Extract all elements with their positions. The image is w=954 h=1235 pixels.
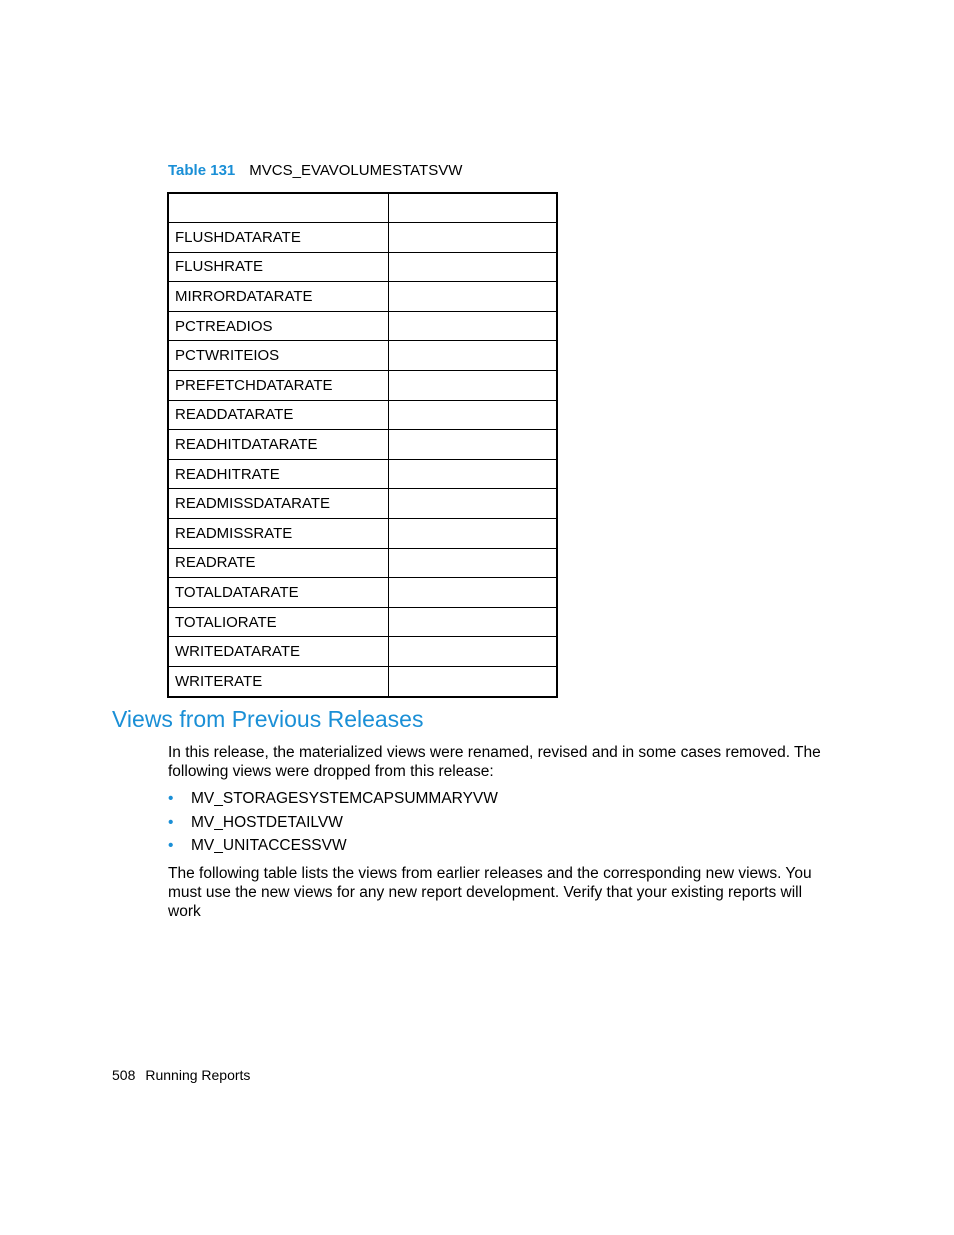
table-row <box>168 311 557 341</box>
table-cell-description <box>389 400 558 430</box>
table-row <box>168 459 557 489</box>
table-header-cell <box>389 193 558 223</box>
table-cell-description <box>389 459 558 489</box>
table-cell-column-name: FLUSHDATARATE <box>168 223 389 253</box>
table-cell-column-name: READDATARATE <box>168 400 389 430</box>
table-cell-column-name: PREFETCHDATARATE <box>168 370 389 400</box>
table-row <box>168 666 557 696</box>
table-row <box>168 489 557 519</box>
bullet-icon: • <box>168 837 174 854</box>
table-row <box>168 370 557 400</box>
table-caption-label: Table 131 <box>168 162 236 179</box>
table-cell-description <box>389 607 558 637</box>
list-item-text: MV_UNITACCESSVW <box>191 837 347 854</box>
table-cell-description <box>389 430 558 460</box>
bullet-icon: • <box>168 790 174 807</box>
table-cell-description <box>389 252 558 282</box>
page-number: 508 <box>112 1067 136 1083</box>
page-footer <box>112 1067 250 1083</box>
table-cell-column-name: WRITEDATARATE <box>168 637 389 667</box>
table-row <box>168 607 557 637</box>
list-item <box>168 789 498 813</box>
table-row <box>168 223 557 253</box>
table-row <box>168 341 557 371</box>
table-row <box>168 548 557 578</box>
table-caption-title: MVCS_EVAVOLUMESTATSVW <box>249 162 463 179</box>
table-cell-column-name: READMISSRATE <box>168 518 389 548</box>
table-row <box>168 282 557 312</box>
table-row <box>168 578 557 608</box>
table-cell-column-name: TOTALDATARATE <box>168 578 389 608</box>
table-cell-description <box>389 370 558 400</box>
table-cell-column-name: READRATE <box>168 548 389 578</box>
table-cell-description <box>389 548 558 578</box>
table-cell-description <box>389 518 558 548</box>
outro-paragraph: The following table lists the views from earlier releases and the corresponding new views. You must use the new views for any new report development. Verify that your existing reports will work <box>168 865 812 920</box>
table-cell-column-name: MIRRORDATARATE <box>168 282 389 312</box>
table-cell-description <box>389 489 558 519</box>
bullet-icon: • <box>168 813 174 831</box>
table-row <box>168 400 557 430</box>
table-cell-column-name: TOTALIORATE <box>168 607 389 637</box>
table-row <box>168 518 557 548</box>
table-cell-description <box>389 637 558 667</box>
intro-paragraph: In this release, the materialized views were renamed, revised and in some cases removed. The following views were dropped from this release: <box>168 744 821 780</box>
table-cell-column-name: FLUSHRATE <box>168 252 389 282</box>
table-header-row <box>168 193 557 223</box>
table-cell-description <box>389 223 558 253</box>
list-item-text: MV_STORAGESYSTEMCAPSUMMARYVW <box>191 790 498 807</box>
table-cell-column-name: READMISSDATARATE <box>168 489 389 519</box>
list-item <box>168 836 498 860</box>
table-row <box>168 637 557 667</box>
chapter-name: Running Reports <box>145 1067 251 1083</box>
table-cell-column-name: WRITERATE <box>168 666 389 696</box>
section-title: Views from Previous Releases <box>112 706 424 732</box>
stats-table <box>167 192 558 698</box>
table-row <box>168 252 557 282</box>
table-cell-column-name: READHITDATARATE <box>168 430 389 460</box>
table-cell-description <box>389 311 558 341</box>
table-cell-column-name: READHITRATE <box>168 459 389 489</box>
table-cell-column-name: PCTREADIOS <box>168 311 389 341</box>
table-caption <box>168 162 462 179</box>
table-cell-description <box>389 282 558 312</box>
table-cell-description <box>389 666 558 696</box>
list-item <box>168 813 498 837</box>
table-cell-description <box>389 578 558 608</box>
list-item-text: MV_HOSTDETAILVW <box>191 813 343 831</box>
table-row <box>168 430 557 460</box>
table-header-cell <box>168 193 389 223</box>
table-cell-description <box>389 341 558 371</box>
table-cell-column-name: PCTWRITEIOS <box>168 341 389 371</box>
dropped-views-list <box>168 789 498 860</box>
